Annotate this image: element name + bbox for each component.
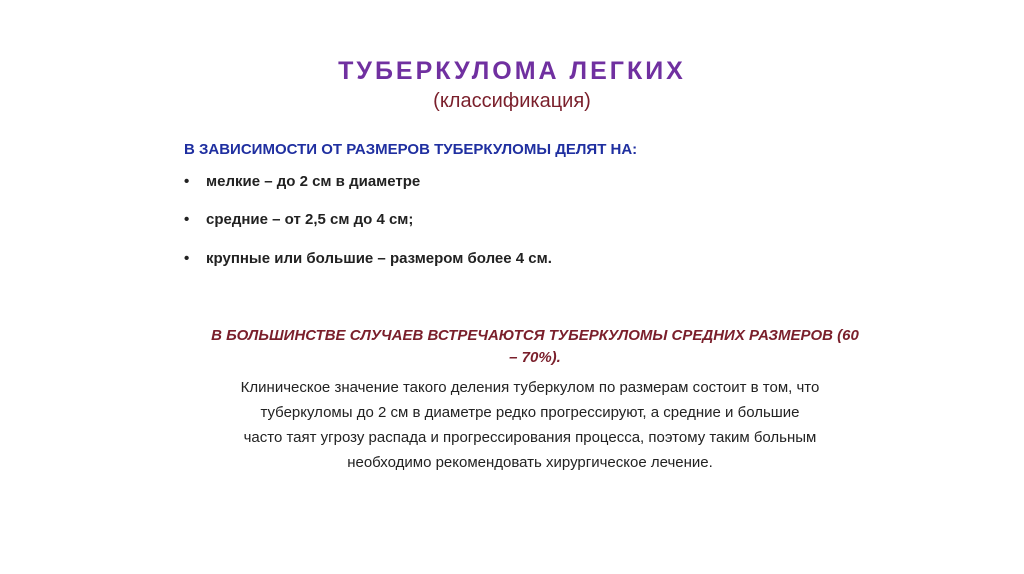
bullet-item xyxy=(184,249,552,269)
bullet-text: средние – от 2,5 см до 4 см; xyxy=(206,211,414,228)
bullet-list xyxy=(184,172,552,269)
paragraph-line: туберкуломы до 2 см в диаметре редко прогрессируют, а средние и большие xyxy=(260,404,800,421)
emphasis-statement xyxy=(180,325,890,369)
bullet-icon: • xyxy=(184,250,190,267)
emphasis-line: – 70%). xyxy=(509,349,561,366)
slide-subtitle: (классификация) xyxy=(433,90,591,112)
section-heading: В ЗАВИСИМОСТИ ОТ РАЗМЕРОВ ТУБЕРКУЛОМЫ ДЕЛЯТ НА: xyxy=(184,141,638,158)
bullet-text: крупные или большие – размером более 4 см. xyxy=(206,250,552,267)
paragraph-line: необходимо рекомендовать хирургическое лечение. xyxy=(347,454,713,471)
emphasis-line: В БОЛЬШИНСТВЕ СЛУЧАЕВ ВСТРЕЧАЮТСЯ ТУБЕРКУЛОМЫ СРЕДНИХ РАЗМЕРОВ (60 xyxy=(211,327,859,344)
bullet-item xyxy=(184,172,552,192)
slide-title: ТУБЕРКУЛОМА ЛЕГКИХ xyxy=(338,57,686,85)
bullet-text: мелкие – до 2 см в диаметре xyxy=(206,173,421,190)
paragraph-line: Клиническое значение такого деления туберкулом по размерам состоит в том, что xyxy=(240,379,820,396)
clinical-paragraph xyxy=(170,375,890,475)
paragraph-line: часто таят угрозу распада и прогрессирования процесса, поэтому таким больным xyxy=(243,429,817,446)
bullet-item xyxy=(184,210,552,230)
bullet-icon: • xyxy=(184,173,190,190)
bullet-icon: • xyxy=(184,211,190,228)
